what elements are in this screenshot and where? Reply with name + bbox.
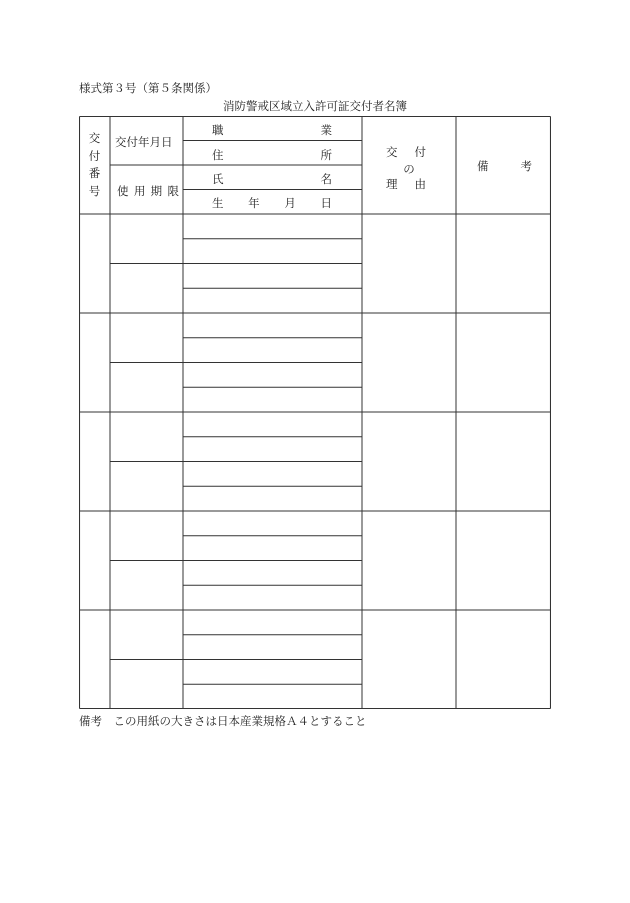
- header-name-char: 名: [320, 172, 332, 186]
- header-validity: [117, 183, 179, 199]
- header-validity-char: 限: [167, 184, 179, 198]
- header-number-char: 交: [88, 131, 101, 145]
- footnote: 備考 この用紙の大きさは日本産業規格Ａ４とすること: [79, 714, 367, 728]
- header-validity-char: 使: [117, 184, 129, 198]
- header-occupation: [212, 122, 332, 138]
- header-birth-char: 生: [212, 196, 224, 210]
- form-title: 消防警戒区域立入許可証交付者名簿: [223, 99, 407, 113]
- header-number-char: 付: [88, 148, 101, 163]
- header-remarks: [477, 158, 532, 174]
- header-occupation-char: 職: [212, 123, 224, 137]
- header-address-char: 所: [320, 148, 332, 162]
- header-address-char: 住: [212, 148, 224, 162]
- header-birth-date: [212, 195, 332, 211]
- ledger-table: [79, 116, 551, 709]
- header-name-char: 氏: [212, 172, 224, 186]
- header-number-char: 号: [88, 183, 101, 198]
- header-reason-line1: [386, 144, 426, 160]
- header-birth-char: 日: [320, 196, 332, 210]
- header-number: [79, 130, 110, 200]
- header-address: [212, 147, 332, 163]
- header-issue-date: 交付年月日: [115, 135, 173, 149]
- header-occupation-char: 業: [320, 123, 332, 137]
- header-name: [212, 171, 332, 187]
- header-remarks-char: 備: [477, 159, 489, 173]
- form-number-label: 様式第３号（第５条関係）: [79, 81, 217, 95]
- header-reason-char: 由: [414, 177, 426, 191]
- header-validity-char: 期: [150, 184, 163, 198]
- header-reason-char: 付: [414, 145, 426, 159]
- header-reason-char: 交: [386, 145, 398, 159]
- header-reason-line2: の: [403, 162, 415, 176]
- header-reason-line3: [386, 176, 426, 192]
- header-number-char: 番: [88, 166, 101, 180]
- header-reason-char: 理: [386, 177, 398, 191]
- header-validity-char: 用: [133, 184, 146, 198]
- header-birth-char: 年: [248, 196, 260, 210]
- header-remarks-char: 考: [520, 159, 532, 173]
- header-birth-char: 月: [284, 196, 296, 210]
